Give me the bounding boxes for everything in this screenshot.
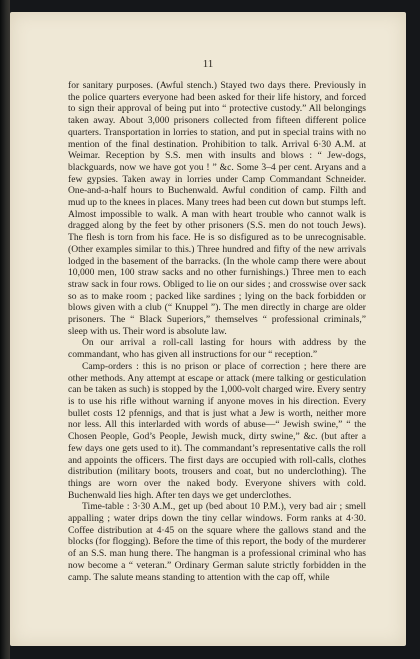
paragraph: On our arrival a roll-call lasting for hours with address by the commandant, who has given all instructions for our “ reception.” <box>68 337 366 361</box>
paragraph: Time-table : 3·30 A.M., get up (bed about 10 P.M.), very bad air ; smell appalling ; water drips down the tiny cellar windows. Form ranks at 4·30. Coffee distribution at 4·45 on the square where the gallows stand and the blocks (for flogging). Before the time of this report, the body of the murderer of an S.S. man hung there. The hangman is a professional criminal who has now become a “ veteran.” Ordinary German salute strictly forbidden in the camp. The salute means standing to attention with the cap off, while <box>68 501 366 583</box>
page-number: 11 <box>202 58 214 70</box>
book-page <box>10 12 406 646</box>
page-body-text <box>68 80 366 583</box>
paragraph: Camp-orders : this is no prison or place of correction ; here there are other methods. Any attempt at escape or attack (mere talking or gesticulation can be taken as such) is stopped by the 1,000-volt charged wire. Every sentry is to use his rifle without warning if anyone moves in his direction. Every bullet costs 12 pfennigs, and that is just what a Jew is worth, neither more nor less. All this interlarded with words of abuse—“ Jewish swine,” “ the Chosen People, God’s People, Jewish muck, dirty swine,” &c. (but after a few days one gets used to it). The commandant’s representative calls the roll and appoints the officers. The first days are occupied with roll-calls, clothes distribution (military boots, trousers and coat, but no underclothing). The things are worn over the naked body. Everyone shivers with cold. Buchenwald lies high. After ten days we get underclothes. <box>68 360 366 501</box>
book-binding <box>0 0 10 659</box>
paragraph: for sanitary purposes. (Awful stench.) Stayed two days there. Previously in the police quarters everyone had been asked for their life history, and forced to sign their approval of being put into “ protective custody.” All belongings taken away. About 3,000 prisoners collected from fifteen different police quarters. Transportation in lorries to station, and put in special trains with no mention of the final destination. Prohibition to talk. Arrival 6·30 A.M. at Weimar. Reception by S.S. men with insults and blows : “ Jew-dogs, blackguards, now we have got you ! ” &c. Some 3–4 per cent. Aryans and a few gypsies. Taken away in lorries under Camp Commandant Schneider. One-and-a-half hours to Buchenwald. Awful condition of camp. Filth and mud up to the knees in places. Many trees had been cut down but stumps left. Almost impossible to walk. A man with heart trouble who cannot walk is dragged along by the feet by other prisoners (S.S. men do not touch Jews). The flesh is torn from his face. He is so disfigured as to be unrecognisable. (Other examples similar to this.) Three hundred and fifty of the new arrivals lodged in the basement of the barracks. (In the whole camp there were about 10,000 men, 100 straw sacks and no other furnishings.) Three men to each straw sack in four rows. Obliged to lie on our sides ; and crosswise over sack so as to make room ; packed like sardines ; lying on the back forbidden or blows given with a club (“ Knuppel ”). The men directly in charge are older prisoners. The “ Black Superiors,” themselves “ professional criminals,” sleep with us. Their word is absolute law. <box>68 80 366 337</box>
